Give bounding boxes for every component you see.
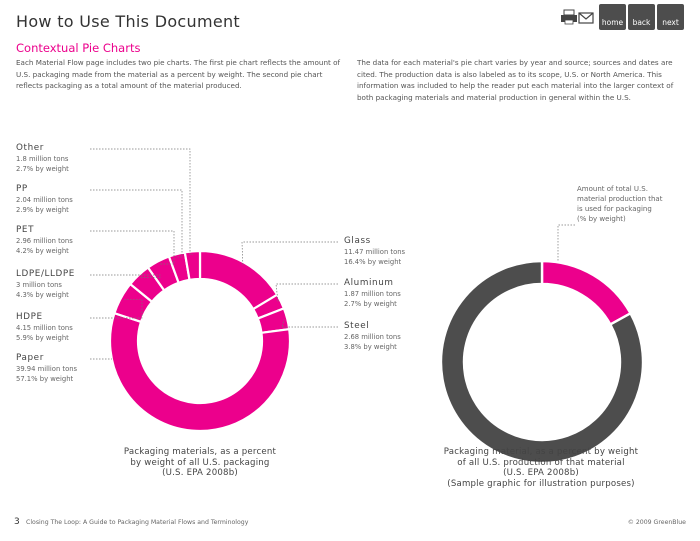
- mail-icon[interactable]: [579, 13, 593, 23]
- label-hdpe: HDPE 4.15 million tons 5.9% by weight: [16, 312, 73, 342]
- section-subtitle: Contextual Pie Charts: [16, 41, 141, 55]
- footer-copyright: © 2009 GreenBlue: [627, 519, 686, 526]
- label-glass: Glass 11.47 million tons 16.4% by weight: [344, 236, 406, 266]
- footer-title: Closing The Loop: A Guide to Packaging Material Flows and Terminology: [26, 519, 249, 526]
- leader-glass: [242, 242, 338, 265]
- home-button[interactable]: home: [599, 4, 626, 30]
- leader-pp: [90, 190, 182, 257]
- pie-chart-packaging: [110, 251, 290, 431]
- back-button[interactable]: back: [628, 4, 655, 30]
- intro-paragraph-left: Each Material Flow page includes two pie charts. The first pie chart reflects the amount of U.S. packaging made from the material as a percent by weight. The second pie chart reflects packaging as a total amount of the material produced.: [16, 58, 341, 90]
- caption-right: Packaging material, as a percent by weight of all U.S. production of that material (U.S. EPA 2008b) (Sample graphic for illustration purposes): [443, 447, 639, 489]
- production-annotation: Amount of total U.S. material production that is used for packaging (% by weight): [577, 185, 663, 223]
- next-button[interactable]: next: [657, 4, 684, 30]
- pie-chart-production: [441, 261, 643, 463]
- leader-lines: [90, 149, 575, 359]
- label-steel: Steel 2.68 million tons 3.8% by weight: [344, 321, 401, 351]
- leader-steel: [282, 319, 338, 327]
- intro-paragraph-right: The data for each material's pie chart varies by year and source; sources and dates are cited. The production data is also labeled as to its scope, U.S. or North America. This information was included to help the reader put each material into the larger context of both packaging materials and material production in general within the U.S.: [357, 58, 674, 102]
- leader-aluminum: [276, 284, 338, 303]
- label-ldpe: LDPE/LLDPE 3 million tons 4.3% by weight: [16, 269, 75, 299]
- label-paper: Paper 39.94 million tons 57.1% by weight: [16, 353, 78, 383]
- label-other: Other 1.8 million tons 2.7% by weight: [16, 143, 69, 173]
- page-number: 3: [14, 517, 20, 527]
- label-pet: PET 2.96 million tons 4.2% by weight: [16, 225, 73, 255]
- print-icon[interactable]: [561, 10, 577, 24]
- slice-packaging: [542, 261, 631, 324]
- label-aluminum: Aluminum 1.87 million tons 2.7% by weight: [344, 278, 401, 308]
- label-pp: PP 2.04 million tons 2.9% by weight: [16, 184, 73, 214]
- page-title: How to Use This Document: [16, 12, 240, 31]
- caption-left: Packaging materials, as a percent by weight of all U.S. packaging (U.S. EPA 2008b): [123, 447, 277, 478]
- leader-other: [90, 149, 193, 254]
